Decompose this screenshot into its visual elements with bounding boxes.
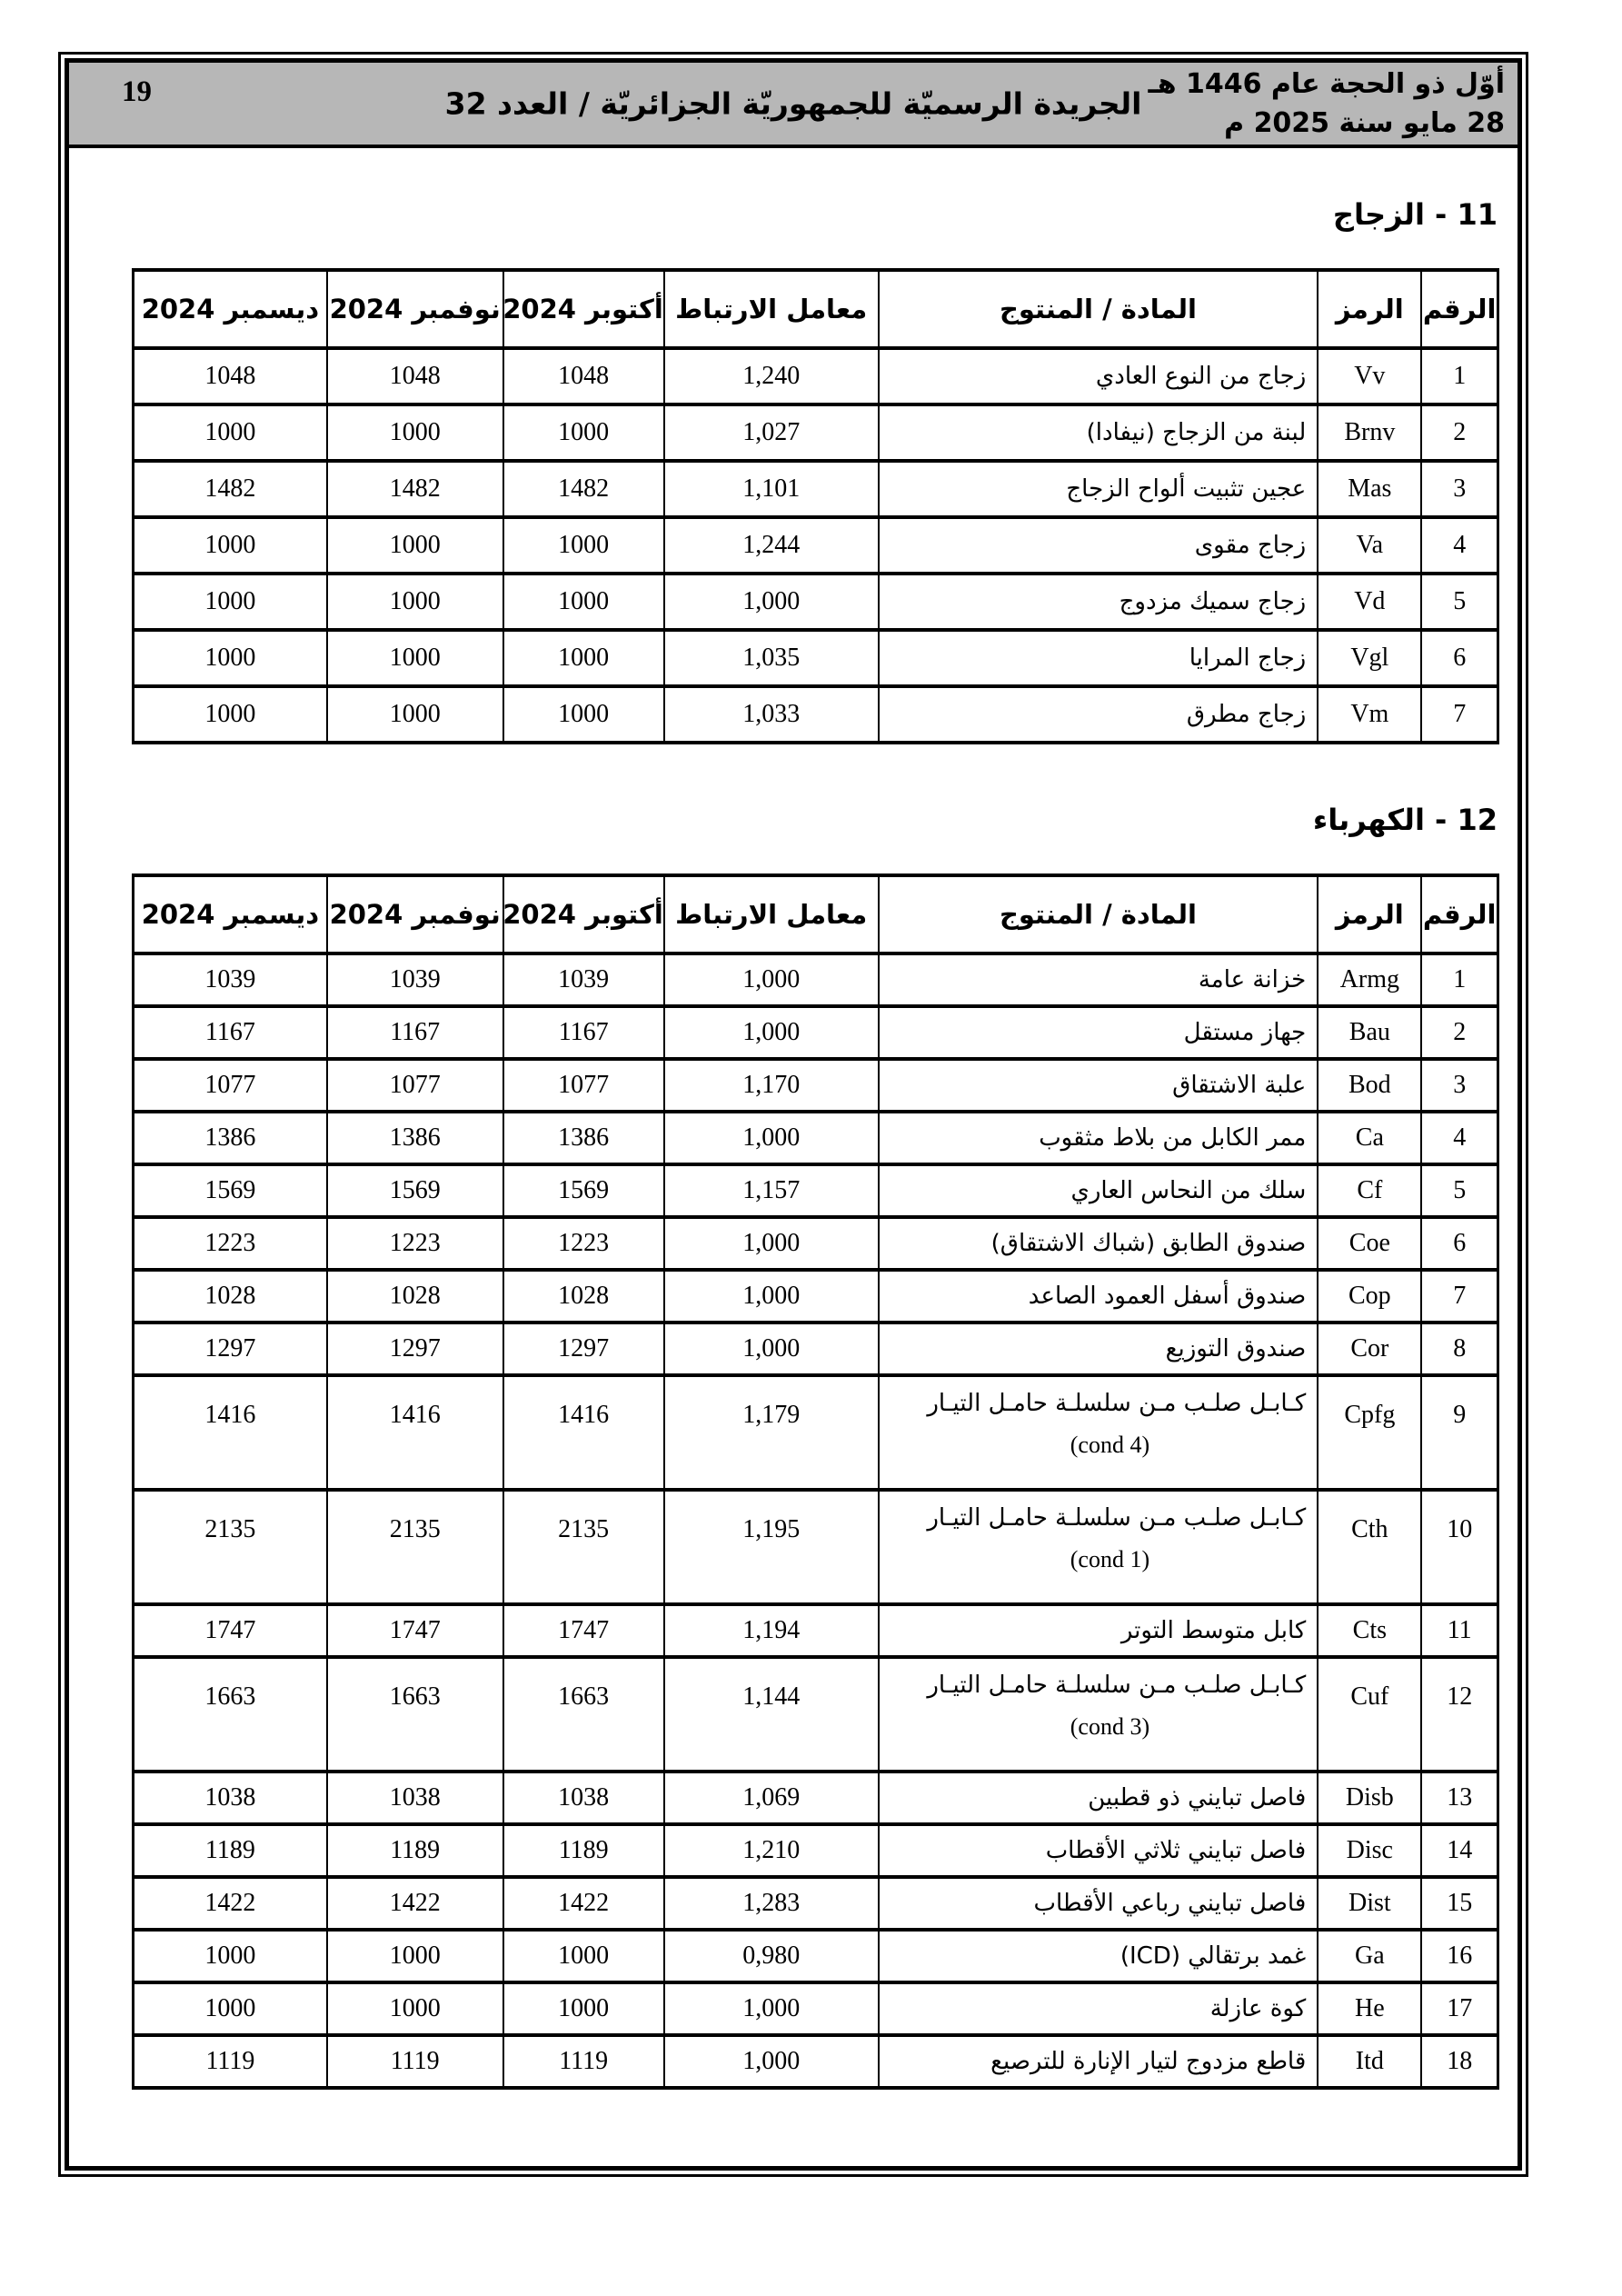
row-number-cell: 1	[1421, 953, 1498, 1006]
table-row	[134, 2035, 1498, 2088]
row-coef-cell: 1,000	[664, 1112, 879, 1164]
row-december-cell: 1048	[134, 348, 327, 404]
row-december-cell: 1038	[134, 1772, 327, 1824]
row-coef-cell: 1,027	[664, 404, 879, 461]
row-product-cell	[879, 461, 1318, 517]
electricity-table-header	[134, 875, 1498, 953]
row-coef-cell: 1,195	[664, 1490, 879, 1604]
row-october-cell: 1223	[503, 1217, 664, 1270]
table-row	[134, 1982, 1498, 2035]
product-label: ممر الكابل من بلاط مثقوب	[1039, 1124, 1307, 1152]
row-december-cell: 1747	[134, 1604, 327, 1657]
product-label: زجاج من النوع العادي	[1095, 363, 1307, 390]
row-number-cell: 8	[1421, 1323, 1498, 1375]
row-product-cell	[879, 686, 1318, 743]
row-coef-cell: 1,101	[664, 461, 879, 517]
col-header-code: الرمز	[1318, 270, 1421, 348]
row-october-cell: 1077	[503, 1059, 664, 1112]
row-number-cell: 4	[1421, 517, 1498, 574]
row-october-cell: 1000	[503, 1982, 664, 2035]
row-product-cell	[879, 1824, 1318, 1877]
row-november-cell: 1048	[327, 348, 503, 404]
row-december-cell: 1422	[134, 1877, 327, 1930]
row-number-cell: 6	[1421, 630, 1498, 686]
row-coef-cell: 1,240	[664, 348, 879, 404]
table-row	[134, 1375, 1498, 1490]
row-december-cell: 1663	[134, 1657, 327, 1772]
row-december-cell: 1000	[134, 517, 327, 574]
row-december-cell: 1000	[134, 574, 327, 630]
product-label: كوة عازلة	[1209, 1995, 1307, 2022]
row-november-cell: 1119	[327, 2035, 503, 2088]
row-december-cell: 1119	[134, 2035, 327, 2088]
row-product-cell	[879, 1375, 1318, 1490]
row-november-cell: 1189	[327, 1824, 503, 1877]
row-number-cell: 16	[1421, 1930, 1498, 1982]
table-row	[134, 517, 1498, 574]
row-coef-cell: 1,170	[664, 1059, 879, 1112]
row-october-cell: 1747	[503, 1604, 664, 1657]
table-row	[134, 1059, 1498, 1112]
row-november-cell: 1000	[327, 630, 503, 686]
row-december-cell: 1297	[134, 1323, 327, 1375]
row-november-cell: 1297	[327, 1323, 503, 1375]
row-december-cell: 1000	[134, 1930, 327, 1982]
row-number-cell: 9	[1421, 1375, 1498, 1490]
col-header-number: الرقم	[1421, 270, 1498, 348]
col-header-coef: معامل الارتباط	[664, 270, 879, 348]
row-october-cell: 1297	[503, 1323, 664, 1375]
row-number-cell: 12	[1421, 1657, 1498, 1772]
table-row	[134, 1164, 1498, 1217]
section-title-electricity: 12 - الكهرباء	[1312, 803, 1498, 837]
col-header-coef: معامل الارتباط	[664, 875, 879, 953]
row-number-cell: 2	[1421, 1006, 1498, 1059]
col-header-november: نوفمبر 2024	[327, 875, 503, 953]
product-label: لبنة من الزجاج (نيفادا)	[1086, 419, 1307, 446]
row-december-cell: 1569	[134, 1164, 327, 1217]
row-code-cell: Cor	[1318, 1323, 1421, 1375]
table-row	[134, 1006, 1498, 1059]
journal-title: الجريدة الرسميّة للجمهوريّة الجزائريّة / العدد 32	[444, 85, 1142, 122]
row-october-cell: 1189	[503, 1824, 664, 1877]
col-header-product: المادة / المنتوج	[879, 270, 1318, 348]
product-label: غمد برتقالي (ICD)	[1119, 1942, 1307, 1970]
row-product-cell	[879, 1059, 1318, 1112]
row-october-cell: 1416	[503, 1375, 664, 1490]
product-label: قاطع مزدوج لتيار الإنارة للترصيع	[990, 2048, 1307, 2075]
product-note: (cond 3)	[1070, 1713, 1150, 1740]
table-row	[134, 1270, 1498, 1323]
row-code-cell: Disc	[1318, 1824, 1421, 1877]
row-code-cell: Itd	[1318, 2035, 1421, 2088]
product-label: خزانة عامة	[1198, 966, 1307, 993]
row-code-cell: Cf	[1318, 1164, 1421, 1217]
table-row	[134, 1824, 1498, 1877]
product-label: عجين تثبيت ألواح الزجاج	[1066, 475, 1307, 503]
table-row	[134, 953, 1498, 1006]
row-product-cell	[879, 2035, 1318, 2088]
row-december-cell: 1223	[134, 1217, 327, 1270]
row-product-cell	[879, 953, 1318, 1006]
row-coef-cell: 1,035	[664, 630, 879, 686]
row-december-cell: 1386	[134, 1112, 327, 1164]
page-number: 19	[122, 75, 152, 108]
product-label: صندوق أسفل العمود الصاعد	[1028, 1283, 1307, 1310]
table-row	[134, 1772, 1498, 1824]
page-content	[69, 197, 1518, 2090]
row-october-cell: 1038	[503, 1772, 664, 1824]
row-coef-cell: 1,000	[664, 1270, 879, 1323]
row-october-cell: 1569	[503, 1164, 664, 1217]
row-december-cell: 1482	[134, 461, 327, 517]
row-code-cell: Cuf	[1318, 1657, 1421, 1772]
row-number-cell: 7	[1421, 686, 1498, 743]
row-code-cell: Ga	[1318, 1930, 1421, 1982]
row-october-cell: 1000	[503, 517, 664, 574]
product-label: كابل متوسط التوتر	[1120, 1617, 1307, 1644]
row-november-cell: 1386	[327, 1112, 503, 1164]
table-row	[134, 348, 1498, 404]
row-november-cell: 1000	[327, 404, 503, 461]
row-coef-cell: 1,194	[664, 1604, 879, 1657]
electricity-table-body	[134, 953, 1498, 2088]
row-number-cell: 7	[1421, 1270, 1498, 1323]
masthead	[69, 63, 1518, 148]
row-december-cell: 1028	[134, 1270, 327, 1323]
col-header-number: الرقم	[1421, 875, 1498, 953]
row-november-cell: 1422	[327, 1877, 503, 1930]
row-october-cell: 1000	[503, 574, 664, 630]
row-product-cell	[879, 1323, 1318, 1375]
row-coef-cell: 1,033	[664, 686, 879, 743]
product-label: صندوق الطابق (شباك الاشتقاق)	[990, 1230, 1307, 1257]
product-label: زجاج مطرق	[1186, 701, 1307, 728]
row-december-cell: 1000	[134, 1982, 327, 2035]
row-coef-cell: 1,000	[664, 1006, 879, 1059]
product-label: زجاج سميك مزدوج	[1119, 588, 1307, 615]
row-november-cell: 1039	[327, 953, 503, 1006]
row-number-cell: 10	[1421, 1490, 1498, 1604]
row-code-cell: Ca	[1318, 1112, 1421, 1164]
row-october-cell: 1119	[503, 2035, 664, 2088]
product-label: فاصل تبايني ذو قطبين	[1088, 1784, 1307, 1812]
row-code-cell: Vgl	[1318, 630, 1421, 686]
row-november-cell: 1482	[327, 461, 503, 517]
row-product-cell	[879, 1006, 1318, 1059]
row-number-cell: 11	[1421, 1604, 1498, 1657]
row-december-cell: 1000	[134, 686, 327, 743]
row-code-cell: Bod	[1318, 1059, 1421, 1112]
row-code-cell: Brnv	[1318, 404, 1421, 461]
row-october-cell: 1167	[503, 1006, 664, 1059]
product-label: كـابـل صلـب مـن سلسلـة حامـل التيـار	[927, 1390, 1307, 1417]
table-row	[134, 404, 1498, 461]
masthead-date	[1148, 65, 1505, 143]
col-header-november: نوفمبر 2024	[327, 270, 503, 348]
row-code-cell: Cop	[1318, 1270, 1421, 1323]
row-product-cell	[879, 574, 1318, 630]
electricity-table	[132, 873, 1499, 2090]
row-product-cell	[879, 517, 1318, 574]
glass-table-header	[134, 270, 1498, 348]
row-november-cell: 1569	[327, 1164, 503, 1217]
col-header-product: المادة / المنتوج	[879, 875, 1318, 953]
row-coef-cell: 1,000	[664, 1217, 879, 1270]
row-november-cell: 1167	[327, 1006, 503, 1059]
row-november-cell: 2135	[327, 1490, 503, 1604]
row-december-cell: 2135	[134, 1490, 327, 1604]
row-december-cell: 1039	[134, 953, 327, 1006]
row-november-cell: 1000	[327, 1930, 503, 1982]
row-coef-cell: 1,283	[664, 1877, 879, 1930]
row-product-cell	[879, 630, 1318, 686]
row-number-cell: 17	[1421, 1982, 1498, 2035]
row-code-cell: Vd	[1318, 574, 1421, 630]
product-label: سلك من النحاس العاري	[1070, 1177, 1307, 1204]
row-product-cell	[879, 1877, 1318, 1930]
row-november-cell: 1223	[327, 1217, 503, 1270]
row-november-cell: 1077	[327, 1059, 503, 1112]
product-label: علبة الاشتقاق	[1172, 1072, 1307, 1099]
product-label: جهاز مستقل	[1183, 1019, 1307, 1046]
row-number-cell: 14	[1421, 1824, 1498, 1877]
col-header-code: الرمز	[1318, 875, 1421, 953]
table-row	[134, 630, 1498, 686]
row-november-cell: 1416	[327, 1375, 503, 1490]
row-coef-cell: 1,000	[664, 2035, 879, 2088]
col-header-october: أكتوبر 2024	[503, 270, 664, 348]
product-label: كـابـل صلـب مـن سلسلـة حامـل التيـار	[927, 1672, 1307, 1699]
row-october-cell: 1039	[503, 953, 664, 1006]
row-coef-cell: 1,000	[664, 1982, 879, 2035]
row-product-cell	[879, 1217, 1318, 1270]
row-coef-cell: 1,000	[664, 953, 879, 1006]
row-october-cell: 1386	[503, 1112, 664, 1164]
table-row	[134, 1490, 1498, 1604]
row-october-cell: 1422	[503, 1877, 664, 1930]
row-october-cell: 2135	[503, 1490, 664, 1604]
row-number-cell: 2	[1421, 404, 1498, 461]
row-october-cell: 1482	[503, 461, 664, 517]
masthead-date-hijri: أوّل ذو الحجة عام 1446 هـ	[1148, 68, 1505, 100]
row-code-cell: Armg	[1318, 953, 1421, 1006]
row-december-cell: 1189	[134, 1824, 327, 1877]
table-row	[134, 1323, 1498, 1375]
row-coef-cell: 0,980	[664, 1930, 879, 1982]
row-october-cell: 1048	[503, 348, 664, 404]
row-code-cell: He	[1318, 1982, 1421, 2035]
row-code-cell: Vm	[1318, 686, 1421, 743]
row-number-cell: 6	[1421, 1217, 1498, 1270]
product-label: زجاج مقوى	[1194, 532, 1307, 559]
row-product-cell	[879, 1164, 1318, 1217]
row-code-cell: Disb	[1318, 1772, 1421, 1824]
col-header-october: أكتوبر 2024	[503, 875, 664, 953]
table-row	[134, 1877, 1498, 1930]
section-title-glass: 11 - الزجاج	[1332, 197, 1498, 232]
col-header-december: ديسمبر 2024	[134, 270, 327, 348]
row-november-cell: 1663	[327, 1657, 503, 1772]
row-product-cell	[879, 1490, 1318, 1604]
row-november-cell: 1747	[327, 1604, 503, 1657]
row-product-cell	[879, 404, 1318, 461]
product-note: (cond 4)	[1070, 1432, 1150, 1458]
row-october-cell: 1663	[503, 1657, 664, 1772]
row-number-cell: 4	[1421, 1112, 1498, 1164]
row-code-cell: Cpfg	[1318, 1375, 1421, 1490]
row-product-cell	[879, 1112, 1318, 1164]
row-number-cell: 5	[1421, 574, 1498, 630]
row-coef-cell: 1,210	[664, 1824, 879, 1877]
table-row	[134, 1930, 1498, 1982]
row-december-cell: 1416	[134, 1375, 327, 1490]
row-code-cell: Coe	[1318, 1217, 1421, 1270]
page-inner-frame	[65, 58, 1522, 2171]
row-number-cell: 5	[1421, 1164, 1498, 1217]
glass-table-body	[134, 348, 1498, 743]
row-product-cell	[879, 1772, 1318, 1824]
table-row	[134, 574, 1498, 630]
row-december-cell: 1167	[134, 1006, 327, 1059]
row-product-cell	[879, 1982, 1318, 2035]
row-number-cell: 1	[1421, 348, 1498, 404]
row-december-cell: 1000	[134, 630, 327, 686]
row-code-cell: Cth	[1318, 1490, 1421, 1604]
row-november-cell: 1028	[327, 1270, 503, 1323]
row-product-cell	[879, 1657, 1318, 1772]
row-november-cell: 1038	[327, 1772, 503, 1824]
row-coef-cell: 1,144	[664, 1657, 879, 1772]
row-code-cell: Mas	[1318, 461, 1421, 517]
row-product-cell	[879, 1270, 1318, 1323]
row-code-cell: Va	[1318, 517, 1421, 574]
row-product-cell	[879, 1604, 1318, 1657]
table-row	[134, 1217, 1498, 1270]
row-november-cell: 1000	[327, 686, 503, 743]
row-code-cell: Vv	[1318, 348, 1421, 404]
product-note: (cond 1)	[1070, 1546, 1150, 1572]
row-number-cell: 18	[1421, 2035, 1498, 2088]
row-october-cell: 1000	[503, 1930, 664, 1982]
product-label: زجاج المرايا	[1189, 644, 1307, 672]
masthead-date-gregorian: 28 مايو سنة 2025 م	[1224, 107, 1505, 139]
row-number-cell: 13	[1421, 1772, 1498, 1824]
table-row	[134, 1604, 1498, 1657]
row-october-cell: 1000	[503, 404, 664, 461]
product-label: صندوق التوزيع	[1165, 1335, 1307, 1363]
row-coef-cell: 1,244	[664, 517, 879, 574]
product-label: فاصل تبايني ثلاثي الأقطاب	[1045, 1837, 1307, 1864]
row-coef-cell: 1,179	[664, 1375, 879, 1490]
table-row	[134, 461, 1498, 517]
glass-table	[132, 268, 1499, 744]
row-october-cell: 1028	[503, 1270, 664, 1323]
row-coef-cell: 1,157	[664, 1164, 879, 1217]
row-code-cell: Dist	[1318, 1877, 1421, 1930]
page-frame	[58, 52, 1528, 2177]
row-product-cell	[879, 348, 1318, 404]
row-product-cell	[879, 1930, 1318, 1982]
table-row	[134, 686, 1498, 743]
row-october-cell: 1000	[503, 630, 664, 686]
row-code-cell: Bau	[1318, 1006, 1421, 1059]
table-row	[134, 1112, 1498, 1164]
row-october-cell: 1000	[503, 686, 664, 743]
row-code-cell: Cts	[1318, 1604, 1421, 1657]
row-coef-cell: 1,000	[664, 1323, 879, 1375]
row-number-cell: 3	[1421, 1059, 1498, 1112]
row-december-cell: 1077	[134, 1059, 327, 1112]
row-november-cell: 1000	[327, 1982, 503, 2035]
product-label: كـابـل صلـب مـن سلسلـة حامـل التيـار	[927, 1504, 1307, 1532]
product-label: فاصل تبايني رباعي الأقطاب	[1033, 1890, 1307, 1917]
row-coef-cell: 1,069	[664, 1772, 879, 1824]
row-coef-cell: 1,000	[664, 574, 879, 630]
row-november-cell: 1000	[327, 517, 503, 574]
row-december-cell: 1000	[134, 404, 327, 461]
row-number-cell: 15	[1421, 1877, 1498, 1930]
col-header-december: ديسمبر 2024	[134, 875, 327, 953]
table-row	[134, 1657, 1498, 1772]
row-number-cell: 3	[1421, 461, 1498, 517]
row-november-cell: 1000	[327, 574, 503, 630]
